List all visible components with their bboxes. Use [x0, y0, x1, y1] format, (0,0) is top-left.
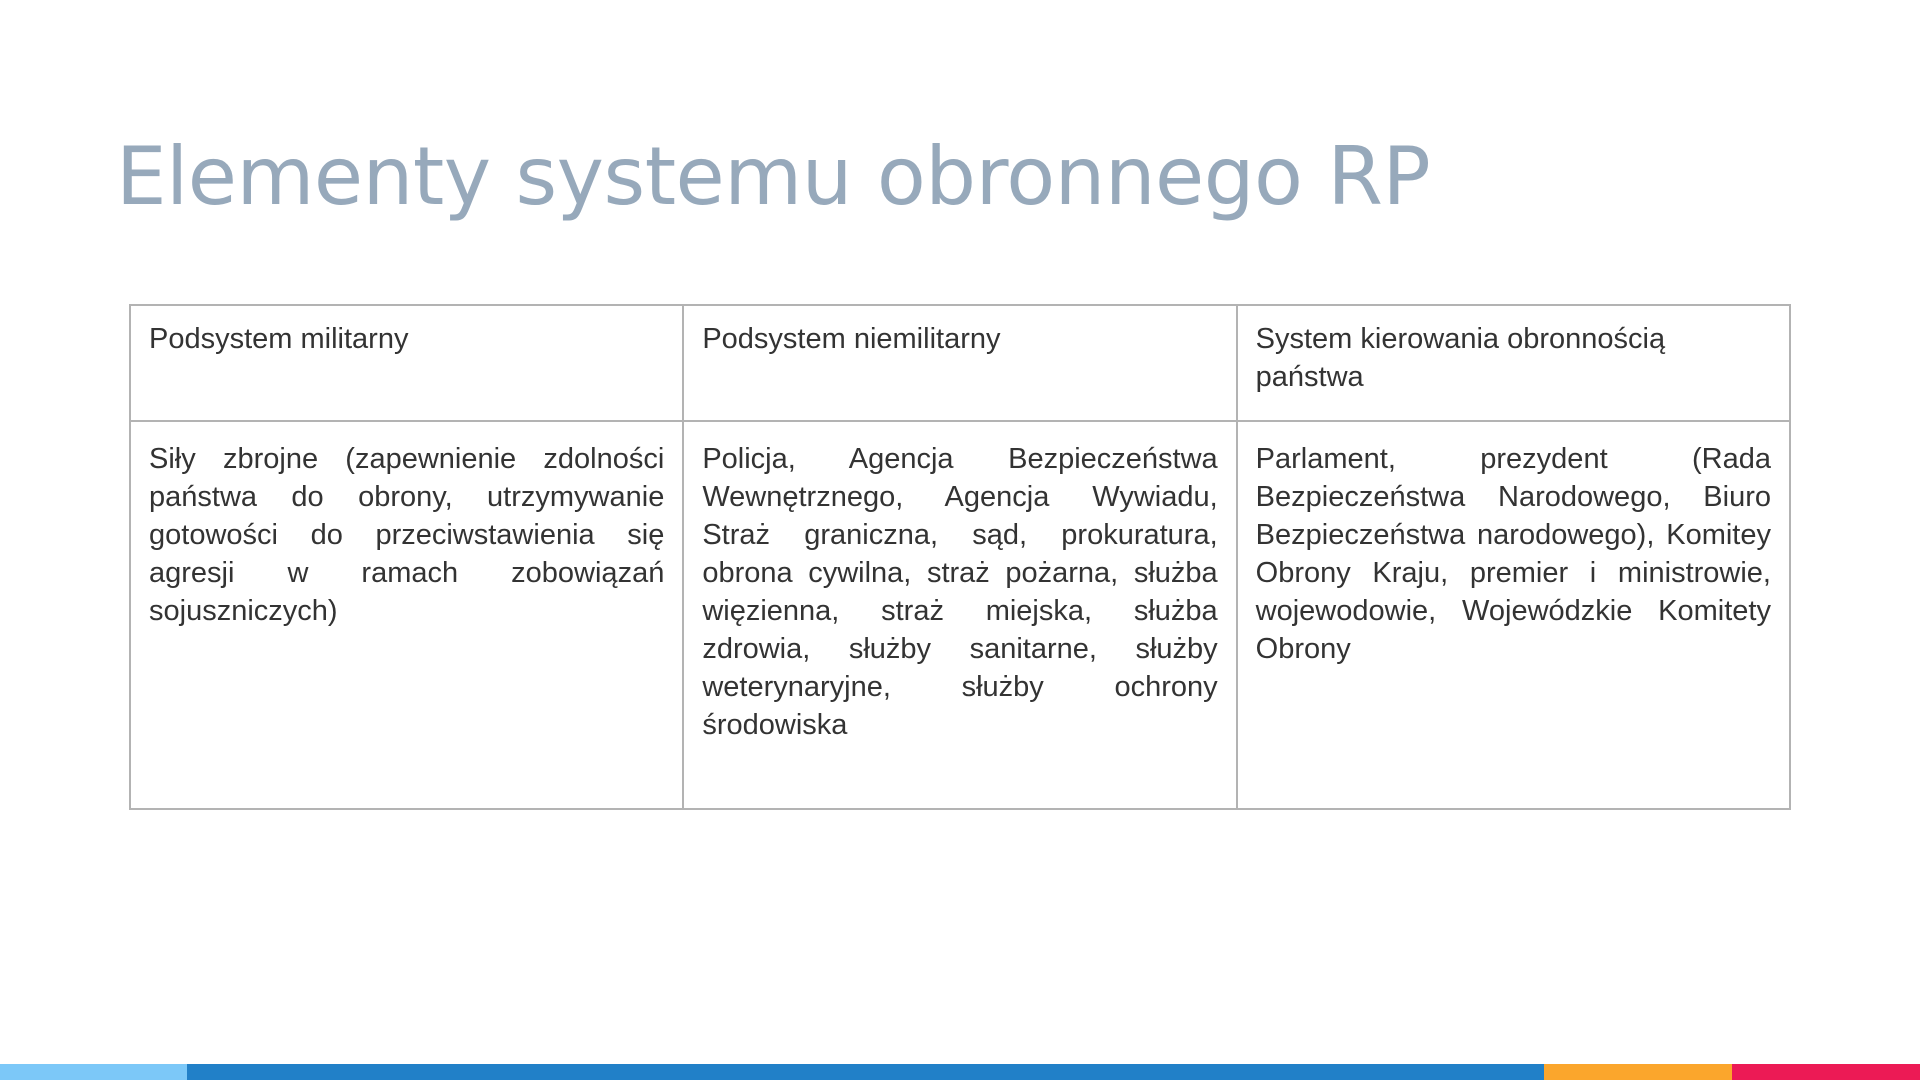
bar-segment-orange — [1544, 1064, 1732, 1080]
bar-segment-pink — [1732, 1064, 1920, 1080]
cell-defense-management-system: Parlament, prezydent (Rada Bezpieczeństwa Narodowego, Biuro Bezpieczeństwa narodowego), Komitey Obrony Kraju, premier i ministrowie, wojewodowie, Wojewódzkie Komitety Obrony — [1237, 421, 1790, 809]
header-non-military-subsystem: Podsystem niemilitarny — [683, 305, 1236, 421]
bottom-color-bar — [0, 1064, 1920, 1080]
table-row — [130, 421, 1790, 809]
defense-system-table — [129, 304, 1791, 810]
cell-military-subsystem: Siły zbrojne (zapewnienie zdolności państwa do obrony, utrzymywanie gotowości do przeciwstawienia się agresji w ramach zobowiązań sojuszniczych) — [130, 421, 683, 809]
table-header-row — [130, 305, 1790, 421]
cell-non-military-subsystem: Policja, Agencja Bezpieczeństwa Wewnętrznego, Agencja Wywiadu, Straż graniczna, sąd, prokuratura, obrona cywilna, straż pożarna, służba więzienna, straż miejska, służba zdrowia, służby sanitarne, służby weterynaryjne, służby ochrony środowiska — [683, 421, 1236, 809]
bar-segment-light-blue — [0, 1064, 187, 1080]
table-container — [129, 304, 1791, 810]
header-military-subsystem: Podsystem militarny — [130, 305, 683, 421]
slide-title: Elementy systemu obronnego RP — [116, 130, 1431, 223]
bar-segment-blue — [187, 1064, 1544, 1080]
header-defense-management-system: System kierowania obronnością państwa — [1237, 305, 1790, 421]
